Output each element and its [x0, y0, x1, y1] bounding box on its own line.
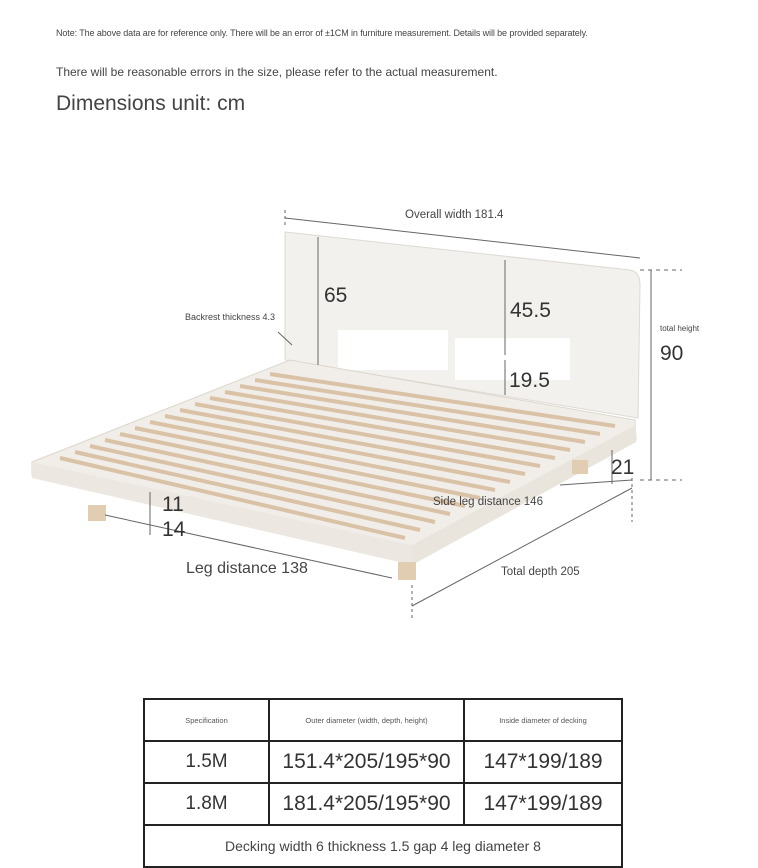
header-outer-diameter: Outer diameter (width, depth, height): [269, 699, 464, 741]
header-specification: Specification: [144, 699, 269, 741]
table-cell: 1.5M: [144, 741, 269, 783]
table-footer-row: [144, 825, 622, 867]
backrest-thickness-label: Backrest thickness 4.3: [185, 312, 276, 322]
headboard-height-label: 65: [324, 284, 348, 307]
headboard-slot-left: [338, 330, 448, 370]
table-row: [144, 741, 622, 783]
side-leg-distance-label: Side leg distance 146: [433, 496, 543, 508]
total-height-label: total height: [660, 324, 700, 333]
bed-dimension-diagram: [0, 190, 758, 630]
header-inside-diameter: Inside diameter of decking: [464, 699, 622, 741]
leg-front-right: [398, 562, 416, 580]
table-cell: 147*199/189: [464, 783, 622, 825]
table-cell: 147*199/189: [464, 741, 622, 783]
leg-front-left: [88, 505, 106, 521]
size-error-notice: There will be reasonable errors in the size, please refer to the actual measurement.: [56, 65, 498, 79]
reference-note: Note: The above data are for reference only. There will be an error of ±1CM in furniture measurement. Details will be provided separately.: [56, 28, 588, 38]
table-cell: 1.8M: [144, 783, 269, 825]
headboard-inner-height-label: 45.5: [510, 299, 551, 322]
table-cell: 181.4*205/195*90: [269, 783, 464, 825]
headboard-gap-label: 19.5: [509, 369, 550, 392]
side-height-label: 21: [611, 456, 635, 479]
total-height-value: 90: [660, 342, 684, 365]
frame-height-label: 11: [162, 493, 184, 516]
table-header-row: [144, 699, 622, 741]
total-depth-label: Total depth 205: [501, 566, 580, 578]
leg-back-right: [572, 460, 588, 474]
leg-distance-label: Leg distance 138: [186, 560, 308, 577]
decking-details: Decking width 6 thickness 1.5 gap 4 leg diameter 8: [144, 825, 622, 867]
bed-illustration: [0, 190, 758, 630]
leg-height-label: 14: [162, 518, 186, 541]
table-row: [144, 783, 622, 825]
overall-width-label: Overall width 181.4: [405, 209, 504, 221]
specification-table: [143, 698, 623, 868]
table-cell: 151.4*205/195*90: [269, 741, 464, 783]
page-title: Dimensions unit: cm: [56, 92, 246, 115]
